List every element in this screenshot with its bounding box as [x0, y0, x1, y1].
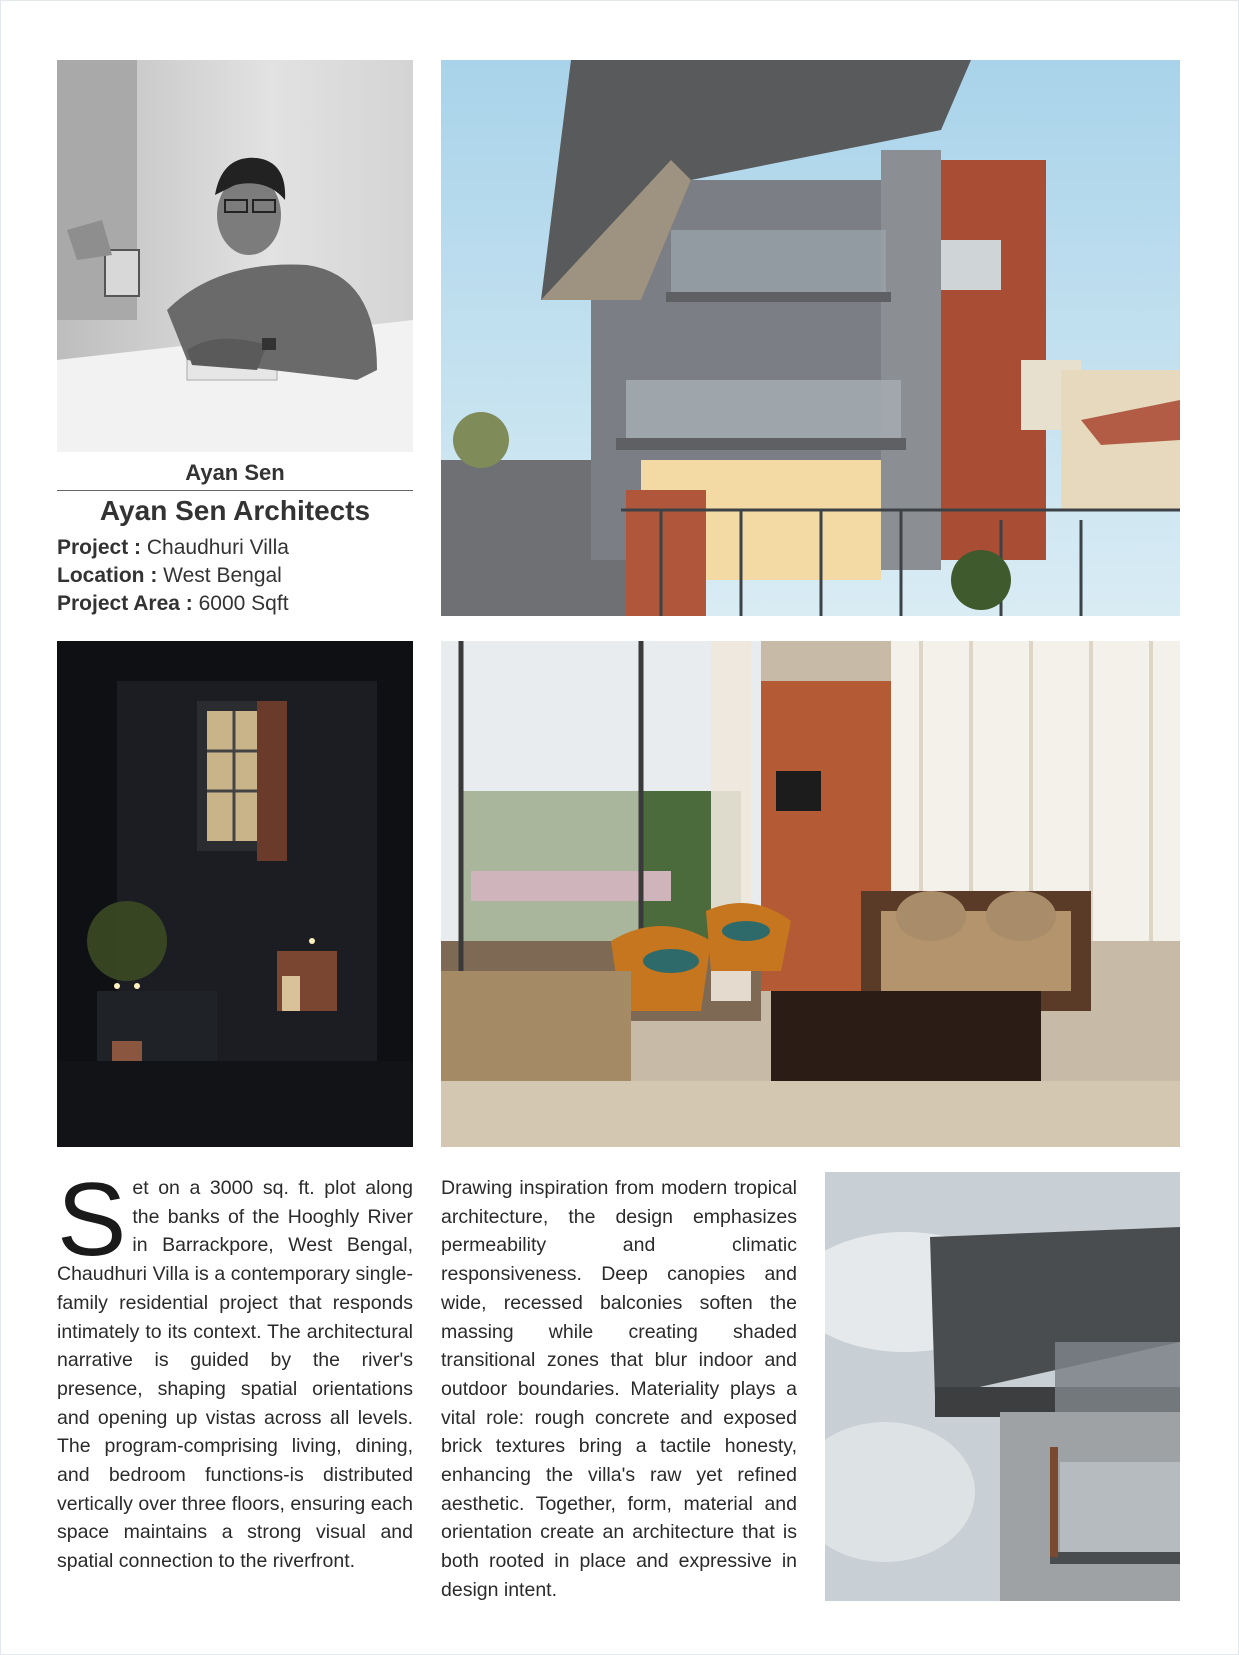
article-column-middle: [441, 1174, 797, 1605]
architect-portrait-photo: [57, 60, 413, 452]
area-meta: [57, 591, 289, 617]
article-column-left: [57, 1162, 413, 1576]
villa-interior-living-room-photo: [441, 641, 1180, 1147]
project-label: Project :: [57, 536, 142, 559]
area-label: Project Area :: [57, 592, 193, 615]
firm-name: Ayan Sen Architects: [99, 495, 371, 526]
project-meta: [57, 535, 289, 561]
area-value: 6000 Sqft: [198, 592, 289, 615]
location-value: West Bengal: [163, 564, 282, 587]
article-paragraph-1: et on a 3000 sq. ft. plot along the banks of the Hooghly River in Barrackpore, West Bengal, Chaudhuri Villa is a contemporary single-family residential project that responds intimately to its context. The architectural narrative is guided by the river's presence, shaping spatial orientations and opening up vistas across all levels. The program-comprising living, dining, and bedroom functions-is distributed vertically over three floors, ensuring each space maintains a strong visual and spatial connection to the riverfront.: [57, 1177, 413, 1573]
name-divider: [57, 490, 413, 491]
villa-exterior-day-photo: [441, 60, 1180, 616]
article-paragraph-2: Drawing inspiration from modern tropical architecture, the design emphasizes permeability and climatic responsiveness. Deep canopies and wide, recessed balconies soften the massing while creating shaded transitional zones that blur indoor and outdoor boundaries. Materiality plays a vital role: rough concrete and exposed brick textures bring a tactile honesty, enhancing the villa's raw yet refined aesthetic. Together, form, material and orientation create an architecture that is both rooted in place and expressive in design intent.: [441, 1177, 797, 1601]
villa-canopy-detail-photo: [825, 1172, 1180, 1601]
location-meta: [57, 563, 282, 589]
location-label: Location :: [57, 564, 158, 587]
architect-name: Ayan Sen: [185, 460, 285, 485]
project-value: Chaudhuri Villa: [146, 536, 289, 559]
villa-exterior-night-photo: [57, 641, 413, 1147]
drop-cap: S: [57, 1162, 127, 1278]
